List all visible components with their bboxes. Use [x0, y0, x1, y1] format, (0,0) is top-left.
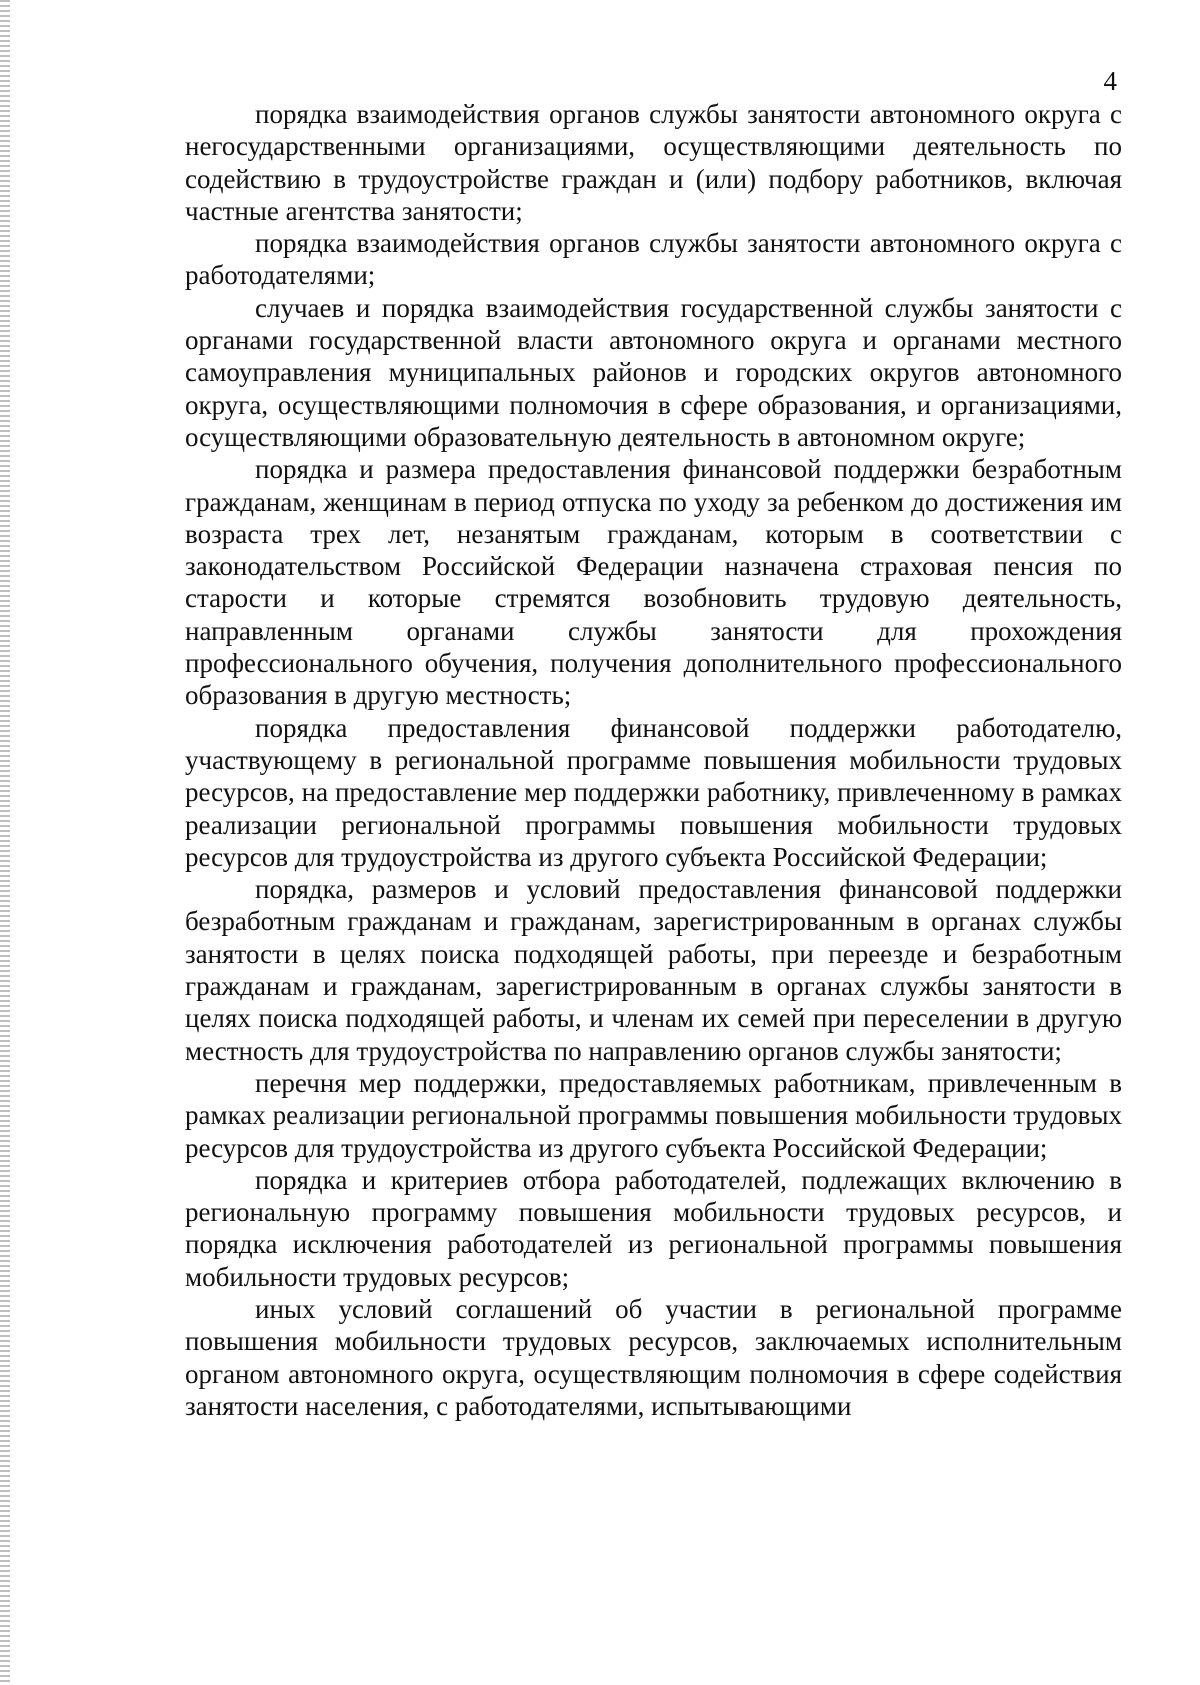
- paragraph-3: случаев и порядка взаимодействия государственной службы занятости с органами государственной власти автономного округа и органами местного самоуправления муниципальных районов и городских округов автономного округа, осуществляющими полномочия в сфере образования, и организациями, осуществляющими образовательную деятельность в автономном округе;: [185, 292, 1122, 452]
- paragraph-6: порядка, размеров и условий предоставления финансовой поддержки безработным гражданам и гражданам, зарегистрированным в органах службы занятости в целях поиска подходящей работы, при переезде и безработным гражданам и гражданам, зарегистрированным в органах службы занятости в целях поиска подходящей работы, и членам их семей при переселении в другую местность для трудоустройства по направлению органов службы занятости;: [185, 874, 1122, 1066]
- paragraph-9: иных условий соглашений об участии в региональной программе повышения мобильности трудовых ресурсов, заключаемых исполнительным органом автономного округа, осуществляющим полномочия в сфере содействия занятости населения, с работодателями, испытывающими: [185, 1293, 1122, 1421]
- page-number: 4: [1103, 66, 1117, 96]
- paragraph-7: перечня мер поддержки, предоставляемых работникам, привлеченным в рамках реализации региональной программы повышения мобильности трудовых ресурсов для трудоустройства из другого субъекта Российской Федерации;: [185, 1067, 1122, 1163]
- paragraph-4: порядка и размера предоставления финансовой поддержки безработным гражданам, женщинам в период отпуска по уходу за ребенком до достижения им возраста трех лет, незанятым гражданам, которым в соответствии с законодательством Российской Федерации назначена страховая пенсия по старости и которые стремятся возобновить трудовую деятельность, направленным органами службы занятости для прохождения профессионального обучения, получения дополнительного профессионального образования в другую местность;: [185, 454, 1122, 711]
- paragraph-8: порядка и критериев отбора работодателей, подлежащих включению в региональную программу повышения мобильности трудовых ресурсов, и порядка исключения работодателей из региональной программы повышения мобильности трудовых ресурсов;: [185, 1164, 1122, 1292]
- document-body: [185, 98, 1122, 1422]
- paragraph-1: порядка взаимодействия органов службы занятости автономного округа с негосударственными организациями, осуществляющими деятельность по содействию в трудоустройстве граждан и (или) подбору работников, включая частные агентства занятости;: [185, 99, 1122, 226]
- scan-edge-artifact: [0, 0, 10, 1685]
- paragraph-2: порядка взаимодействия органов службы занятости автономного округа с работодателями;: [185, 228, 1122, 291]
- paragraph-5: порядка предоставления финансовой поддержки работодателю, участвующему в региональной программе повышения мобильности трудовых ресурсов, на предоставление мер поддержки работнику, привлеченному в рамках реализации региональной программы повышения мобильности трудовых ресурсов для трудоустройства из другого субъекта Российской Федерации;: [185, 712, 1122, 872]
